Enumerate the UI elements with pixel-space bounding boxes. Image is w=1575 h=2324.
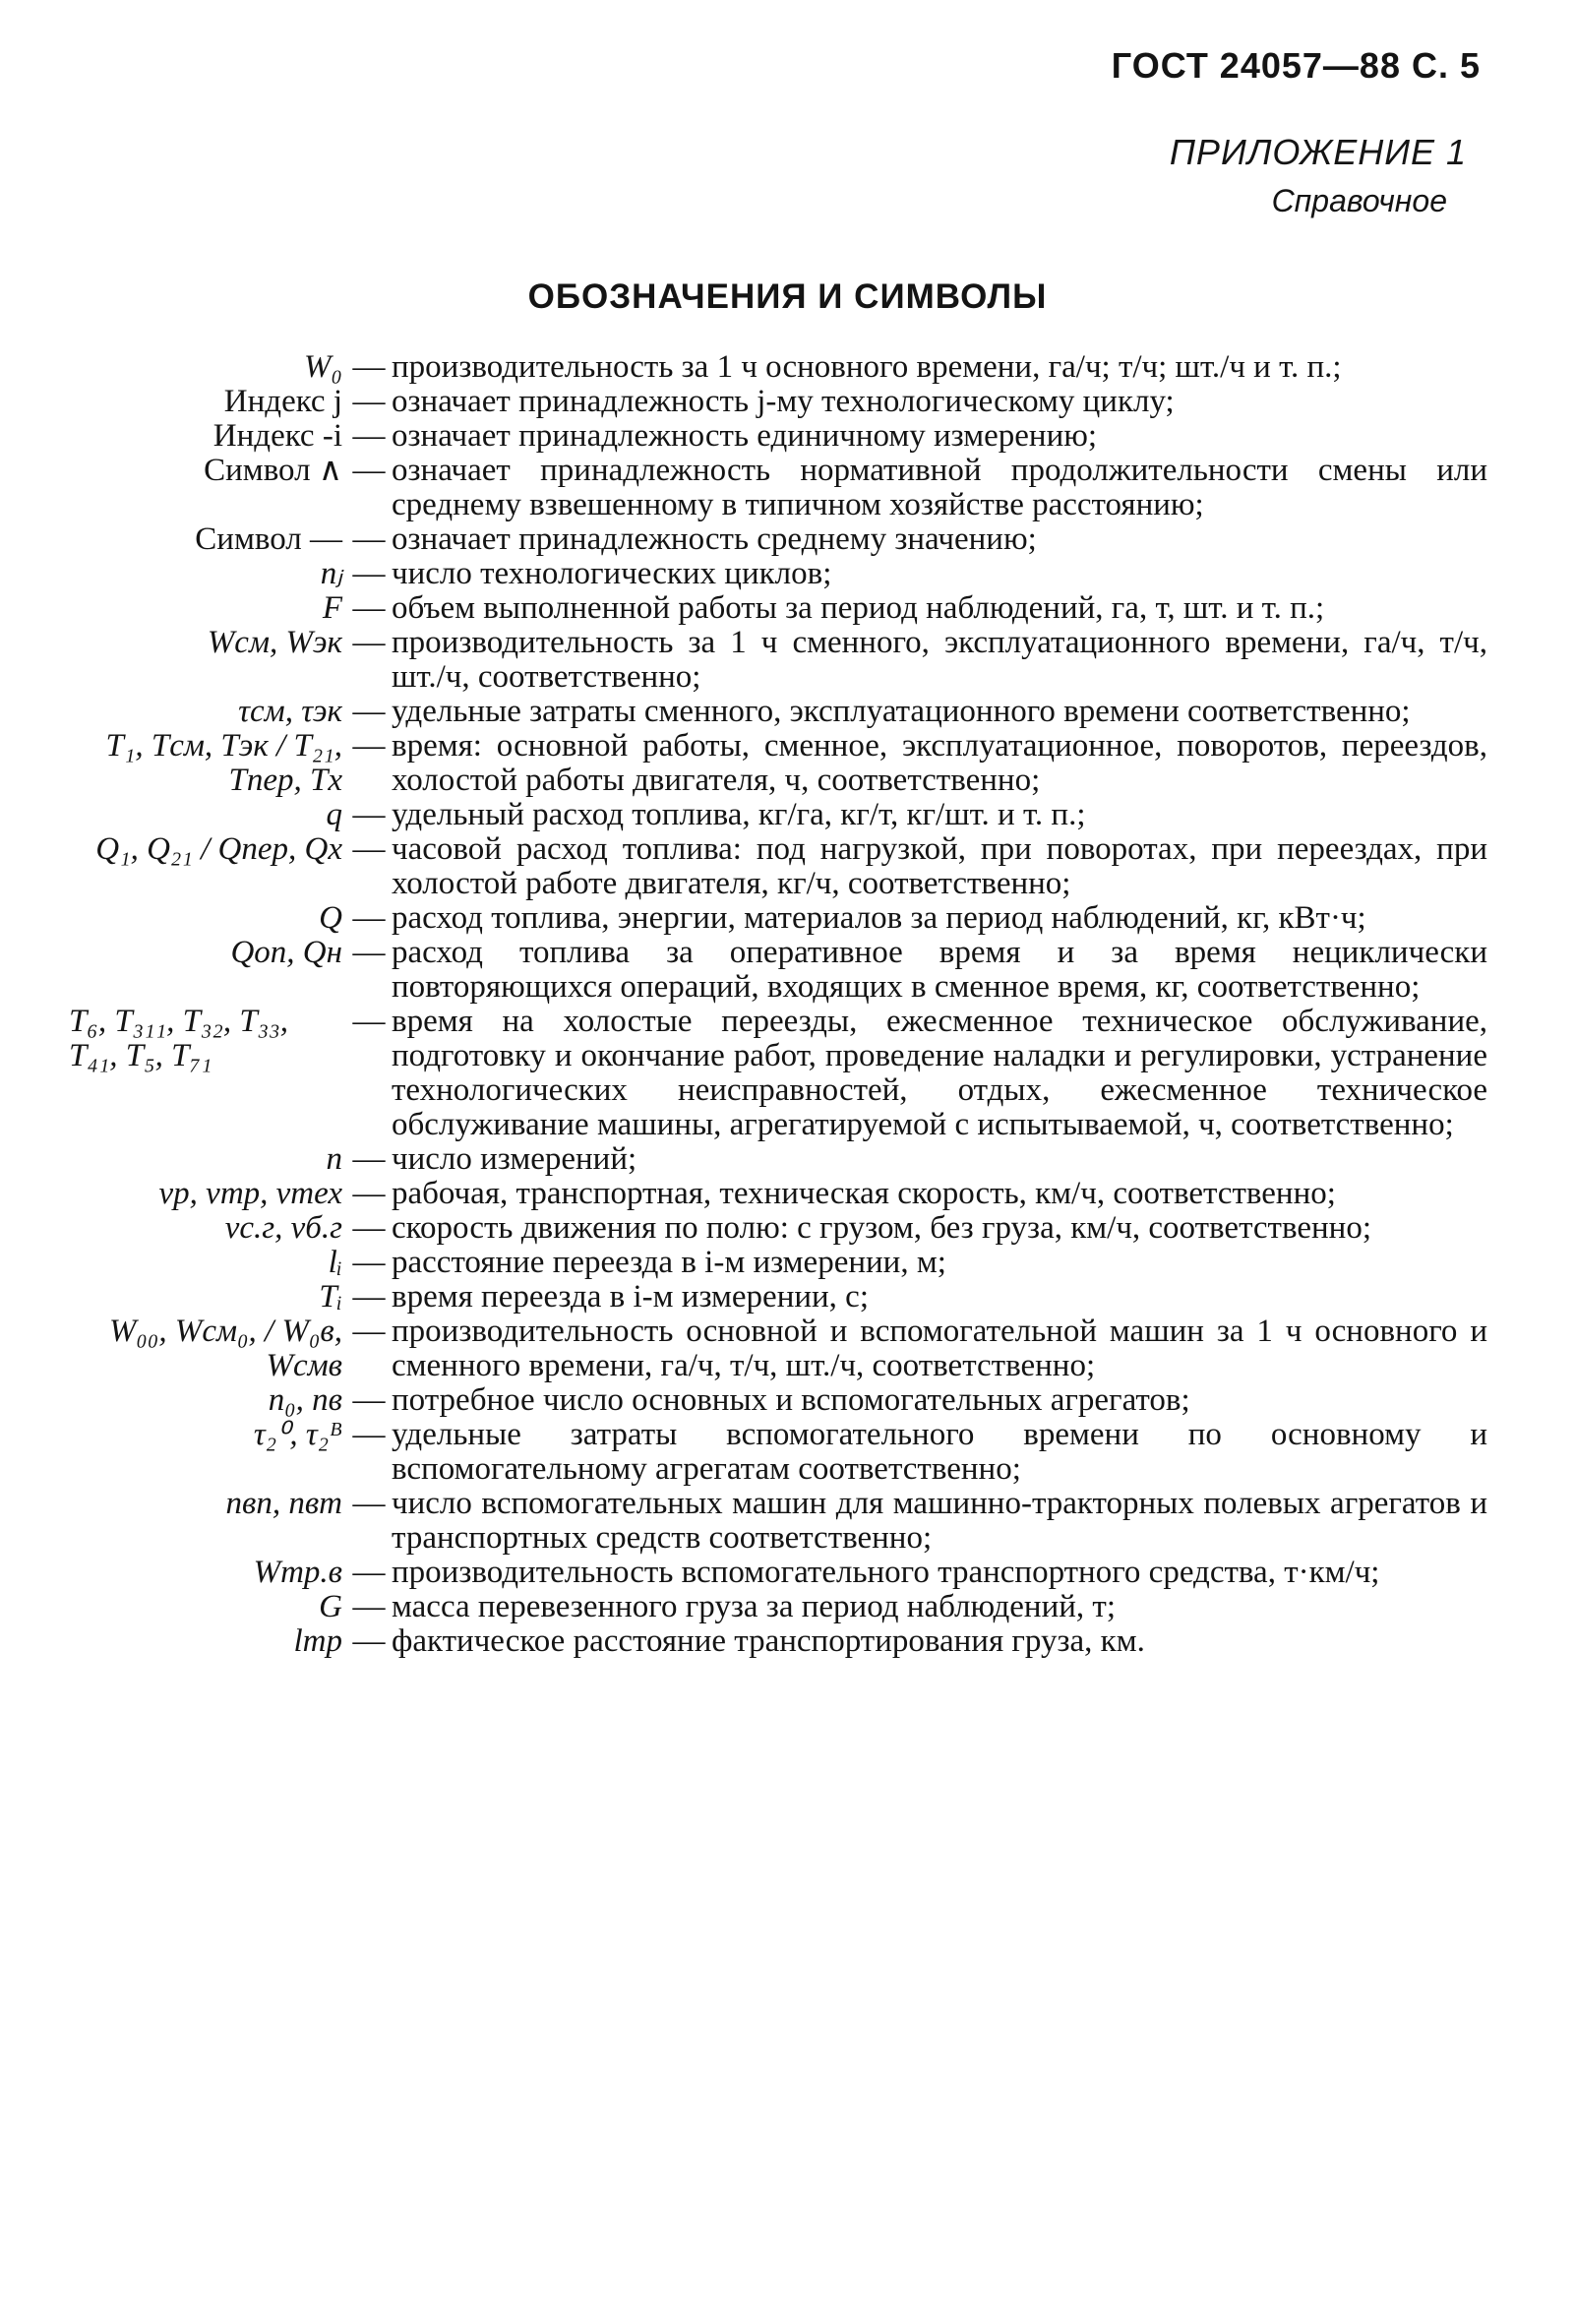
symbol: Q: [319, 900, 342, 936]
description: удельные затраты сменного, эксплуатационного времени соответственно;: [392, 694, 1411, 729]
list-item: [69, 1005, 1487, 1142]
dash: —: [352, 1279, 386, 1315]
dash: —: [352, 1382, 386, 1418]
dash: —: [352, 1004, 386, 1039]
dash: —: [352, 556, 386, 591]
symbol: vс.г, vб.г: [224, 1210, 342, 1246]
dash: —: [352, 694, 386, 729]
symbol: T₆, T₃₁₁, T₃₂, T₃₃, T₄₁, T₅, T₇₁: [69, 1004, 288, 1073]
symbol: Q₁, Q₂₁ / Qпер, Qх: [95, 831, 342, 867]
dash: —: [352, 384, 386, 419]
list-item: [69, 1418, 1487, 1487]
description: рабочая, транспортная, техническая скорость, км/ч, соответственно;: [392, 1176, 1336, 1211]
dash: —: [352, 1210, 386, 1246]
symbol: Wсм, Wэк: [207, 625, 342, 660]
dash: —: [352, 831, 386, 867]
symbol: W₀₀, Wсм₀, / W₀в, Wсмв: [108, 1314, 342, 1383]
description: производительность за 1 ч основного времени, га/ч; т/ч; шт./ч и т. п.;: [392, 349, 1342, 385]
dash: —: [352, 453, 386, 488]
description: скорость движения по полю: с грузом, без груза, км/ч, соответственно;: [392, 1210, 1371, 1246]
dash: —: [352, 418, 386, 454]
symbol: nⱼ: [320, 556, 342, 591]
symbol: τ₂⁰, τ₂ᴮ: [253, 1417, 342, 1452]
description: означает принадлежность среднему значению;: [392, 521, 1037, 557]
dash: —: [352, 797, 386, 832]
description: удельный расход топлива, кг/га, кг/т, кг/шт. и т. п.;: [392, 797, 1086, 832]
dash: —: [352, 521, 386, 557]
list-item: [69, 832, 1487, 901]
list-item: [69, 1177, 1487, 1211]
appendix-subtitle: Справочное: [1271, 183, 1447, 218]
dash: —: [352, 728, 386, 764]
list-item: [69, 1590, 1487, 1624]
description: расстояние переезда в i-м измерении, м;: [392, 1245, 946, 1280]
list-item: [69, 798, 1487, 832]
symbol: T₁, Tсм, Tэк / T₂₁, Tпер, Tх: [105, 728, 342, 798]
dash: —: [352, 590, 386, 626]
description: означает принадлежность j-му технологическому циклу;: [392, 384, 1175, 419]
symbol: q: [326, 797, 342, 832]
description: удельные затраты вспомогательного времени по основному и вспомогательному агрегатам соответственно;: [392, 1417, 1487, 1487]
symbol: nвп, nвт: [225, 1486, 342, 1521]
list-item: [69, 1142, 1487, 1177]
dash: —: [352, 1555, 386, 1590]
symbol: n: [326, 1141, 342, 1177]
description: означает принадлежность нормативной продолжительности смены или среднему взвешенному в типичном хозяйстве расстоянию;: [392, 453, 1487, 522]
list-item: [69, 1624, 1487, 1659]
symbol: τсм, τэк: [238, 694, 342, 729]
symbol: Символ ∧: [204, 453, 342, 488]
list-item: [69, 1556, 1487, 1590]
description: часовой расход топлива: под нагрузкой, при поворотах, при переездах, при холостой работе двигателя, кг/ч, соответственно;: [392, 831, 1487, 901]
symbol: Индекс j: [223, 384, 342, 419]
dash: —: [352, 1314, 386, 1349]
symbol: Tᵢ: [319, 1279, 342, 1315]
symbols-list: [69, 350, 1487, 1659]
list-item: [69, 1487, 1487, 1556]
description: время: основной работы, сменное, эксплуатационное, поворотов, переездов, холостой работы двигателя, ч, соответственно;: [392, 728, 1487, 798]
appendix-block: [1170, 132, 1467, 219]
list-item: [69, 591, 1487, 626]
symbol: Символ —: [195, 521, 342, 557]
dash: —: [352, 1486, 386, 1521]
dash: —: [352, 1245, 386, 1280]
dash: —: [352, 1589, 386, 1624]
description: фактическое расстояние транспортирования груза, км.: [392, 1623, 1145, 1659]
symbol: vр, vтр, vтех: [158, 1176, 342, 1211]
description: производительность за 1 ч сменного, эксплуатационного времени, га/ч, т/ч, шт./ч, соответственно;: [392, 625, 1487, 695]
dash: —: [352, 1623, 386, 1659]
page-title: ОБОЗНАЧЕНИЯ И СИМВОЛЫ: [527, 277, 1048, 316]
list-item: [69, 557, 1487, 591]
list-item: [69, 1315, 1487, 1383]
list-item: [69, 1280, 1487, 1315]
dash: —: [352, 1417, 386, 1452]
description: потребное число основных и вспомогательных агрегатов;: [392, 1382, 1190, 1418]
symbol: W₀: [304, 349, 342, 385]
description: число технологических циклов;: [392, 556, 832, 591]
dash: —: [352, 349, 386, 385]
dash: —: [352, 935, 386, 970]
list-item: [69, 626, 1487, 695]
description: производительность основной и вспомогательной машин за 1 ч основного и сменного времени, га/ч, т/ч, шт./ч, соответственно;: [392, 1314, 1487, 1383]
symbol: lᵢ: [328, 1245, 342, 1280]
description: время на холостые переезды, ежесменное техническое обслуживание, подготовку и окончание работ, проведение наладки и регулировки, устранение технологических неисправностей, отдых, ежесменное техническое обслуживание машины, агрегатируемой с испытываемой, ч, соответственно;: [392, 1004, 1487, 1142]
list-item: [69, 936, 1487, 1005]
symbol: F: [322, 590, 342, 626]
description: означает принадлежность единичному измерению;: [392, 418, 1098, 454]
description: расход топлива, энергии, материалов за период наблюдений, кг, кВт·ч;: [392, 900, 1366, 936]
description: время переезда в i-м измерении, с;: [392, 1279, 869, 1315]
list-item: [69, 350, 1487, 385]
dash: —: [352, 1141, 386, 1177]
description: производительность вспомогательного транспортного средства, т·км/ч;: [392, 1555, 1380, 1590]
dash: —: [352, 1176, 386, 1211]
dash: —: [352, 625, 386, 660]
list-item: [69, 419, 1487, 454]
list-item: [69, 729, 1487, 798]
description: число измерений;: [392, 1141, 637, 1177]
list-item: [69, 454, 1487, 522]
list-item: [69, 1211, 1487, 1246]
list-item: [69, 695, 1487, 729]
doc-reference: ГОСТ 24057—88 С. 5: [1111, 45, 1481, 86]
symbol: n₀, nв: [268, 1382, 342, 1418]
list-item: [69, 901, 1487, 936]
symbol: Wтр.в: [253, 1555, 342, 1590]
symbol: Индекс ‐i: [212, 418, 342, 454]
symbol: G: [319, 1589, 342, 1624]
list-item: [69, 1383, 1487, 1418]
description: расход топлива за оперативное время и за время нециклически повторяющихся операций, входящих в сменное время, кг, соответственно;: [392, 935, 1487, 1005]
list-item: [69, 522, 1487, 557]
description: объем выполненной работы за период наблюдений, га, т, шт. и т. п.;: [392, 590, 1325, 626]
list-item: [69, 1246, 1487, 1280]
description: число вспомогательных машин для машинно-тракторных полевых агрегатов и транспортных средств соответственно;: [392, 1486, 1487, 1556]
description: масса перевезенного груза за период наблюдений, т;: [392, 1589, 1117, 1624]
symbol: Qоп, Qн: [230, 935, 342, 970]
symbol: lтр: [293, 1623, 342, 1659]
appendix-title: ПРИЛОЖЕНИЕ 1: [1169, 132, 1467, 172]
list-item: [69, 385, 1487, 419]
dash: —: [352, 900, 386, 936]
